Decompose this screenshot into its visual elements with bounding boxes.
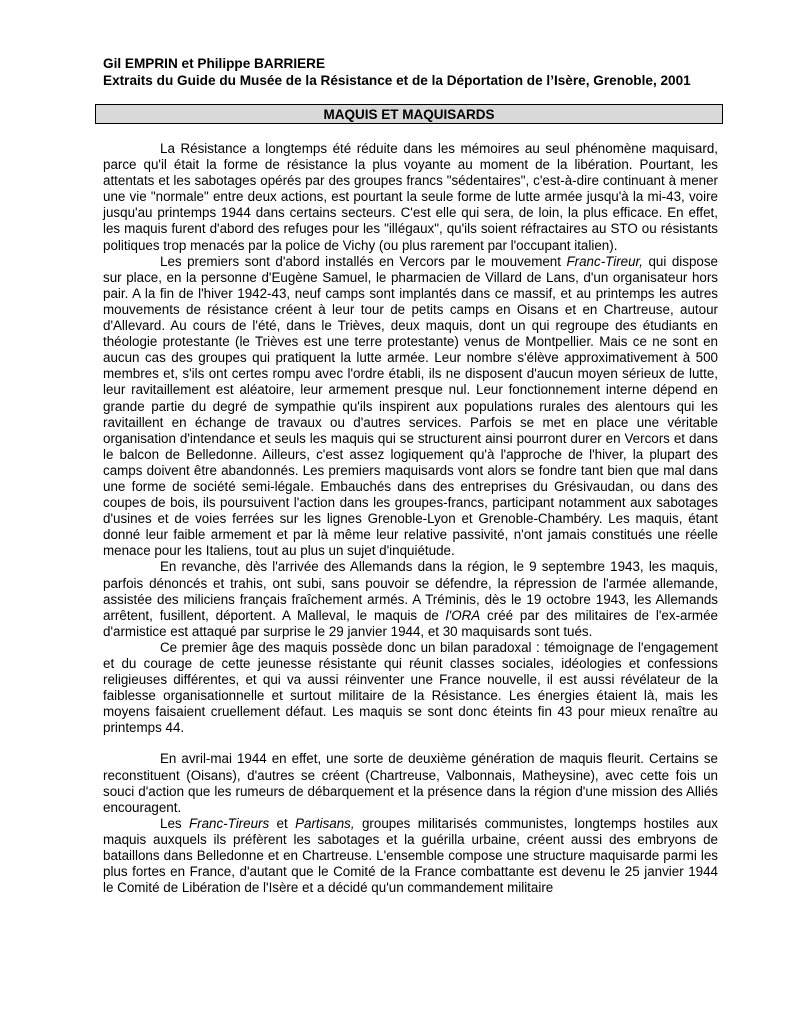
paragraph-1: La Résistance a longtemps été réduite dans les mémoires au seul phénomène maquisard, parce qu'il était la forme de résistance la plus voyante au moment de la libération. Pourtant, les attentats et les sabotages opérés par des groupes francs "sédentaires", c'est-à-dire continuant à mener une vie "normale" entre deux actions, est pourtant la seule forme de lutte armée jusqu'à la mi-43, voire jusqu'au printemps 1944 dans certains secteurs. C'est elle qui sera, de loin, la plus efficace. En effet, les maquis furent d'abord des refuges pour les "illégaux", qu'ils soient réfractaires au STO ou résistants politiques trop menacés par la police de Vichy (ou plus rarement par l'occupant italien). <box>103 141 718 253</box>
authors-line: Gil EMPRIN et Philippe BARRIERE <box>103 56 326 71</box>
paragraph-2-part-c: qui dispose sur place, en la personne d'Eugène Samuel, le pharmacien de Villard de Lans, d'un organisateur hors pair. A la fin de l'hiver 1942-43, neuf camps sont implantés dans ce massif, et au printemps les autres mouvements de résistance créent à leur tour de petits camps en Oisans et en Chartreuse, autour d'Allevard. Au cours de l'été, dans le Trièves, deux maquis, dont un qui regroupe des étudiants en théologie protestante (le Trièves est une terre protestante) venus de Montpellier. Mais ce ne sont en aucun cas des groupes qui pratiquent la lutte armée. Leur nombre s'élève approximativement à 500 membres et, s'ils ont certes rompu avec l'ordre établi, ils ne disposent d'aucun moyen sérieux de lutte, leur ravitaillement est aléatoire, leur armement presque nul. Leur fonctionnement interne dépend en grande partie du degré de sympathie qu'ils inspirent aux populations rurales des alentours qui les ravitaillent en échange de travaux ou d'autres services. Parfois se met en place une véritable organisation d'intendance et seuls les maquis qui se structurent ainsi pourront durer en Vercors et dans le balcon de Belledonne. Ailleurs, c'est assez logiquement qu'à l'approche de l'hiver, la plupart des camps doivent être abandonnés. Les premiers maquisards vont alors se fondre tant bien que mal dans une forme de société semi-légale. Embauchés dans des entreprises du Grésivaudan, ou dans des coupes de bois, ils poursuivent l'action dans les groupes-francs, participant notamment aux sabotages d'usines et de voies ferrées sur les lignes Grenoble-Lyon et Grenoble-Chambéry. Les maquis, étant donné leur faible armement et par là même leur relative passivité, n'ont jamais constitués une réelle menace pour les Italiens, tout au plus un sujet d'inquiétude. <box>103 253 718 559</box>
franc-tireurs-italic: Franc-Tireurs <box>188 815 270 831</box>
paragraph-3 <box>103 559 718 639</box>
paragraph-3-part-c: créé par des militaires de l'ex-armée d'armistice est attaqué par surprise le 29 janvier 1944, et 30 maquisards sont tués. <box>103 607 718 639</box>
section-title: MAQUIS ET MAQUISARDS <box>95 104 723 124</box>
source-line: Extraits du Guide du Musée de la Résistance et de la Déportation de l’Isère, Grenoble, 2001 <box>103 73 691 88</box>
article-body <box>103 141 718 896</box>
franc-tireur-italic: Franc-Tireur, <box>566 253 643 269</box>
paragraph-6-part-c: et <box>269 815 296 831</box>
paragraph-6 <box>103 816 718 896</box>
paragraph-6-part-e: groupes militarisés communistes, longtemps hostiles aux maquis auxquels ils préfèrent les sabotages et la guérilla urbaine, créent aussi des embryons de bataillons dans Belledonne et en Chartreuse. L'ensemble compose une structure maquisarde parmi les plus fortes en France, d'autant que le Comité de la France combattante est devenu le 25 janvier 1944 le Comité de Libération de l'Isère et a décidé qu'un commandement militaire <box>103 815 719 896</box>
paragraph-3-part-a: En revanche, dès l'arrivée des Allemands dans la région, le 9 septembre 1943, les maquis, parfois dénoncés et trahis, ont subi, sans pouvoir se défendre, la répression de l'armée allemande, assistée des miliciens français fraîchement armés. A Tréminis, dès le 19 octobre 1943, les Allemands arrêtent, fusillent, déportent. A Malleval, le maquis de <box>103 559 718 623</box>
paragraph-5: En avril-mai 1944 en effet, une sorte de deuxième génération de maquis fleurit. Certains se reconstituent (Oisans), d'autres se créent (Chartreuse, Valbonnais, Matheysine), avec cette fois un souci d'action que les rumeurs de débarquement et la présence dans la région d'une mission des Alliés encouragent. <box>103 751 718 815</box>
paragraph-2 <box>103 254 718 560</box>
paragraph-2-part-a: Les premiers sont d'abord installés en Vercors par le mouvement <box>160 253 567 269</box>
paragraph-4: Ce premier âge des maquis possède donc un bilan paradoxal : témoignage de l'engagement et du courage de cette jeunesse résistante qui réunit classes sociales, idéologies et confessions religieuses différentes, et qui va aussi réinventer une France nouvelle, il est aussi révélateur de la faiblesse organisationnelle et surtout militaire de la Résistance. Les énergies étaient là, mais les moyens faisaient cruellement défaut. Les maquis se sont donc éteints fin 43 pour mieux renaître au printemps 44. <box>103 639 718 736</box>
partisans-italic: Partisans, <box>295 815 355 831</box>
ora-italic: l'ORA <box>445 607 481 623</box>
paragraph-6-part-a: Les <box>160 815 189 831</box>
